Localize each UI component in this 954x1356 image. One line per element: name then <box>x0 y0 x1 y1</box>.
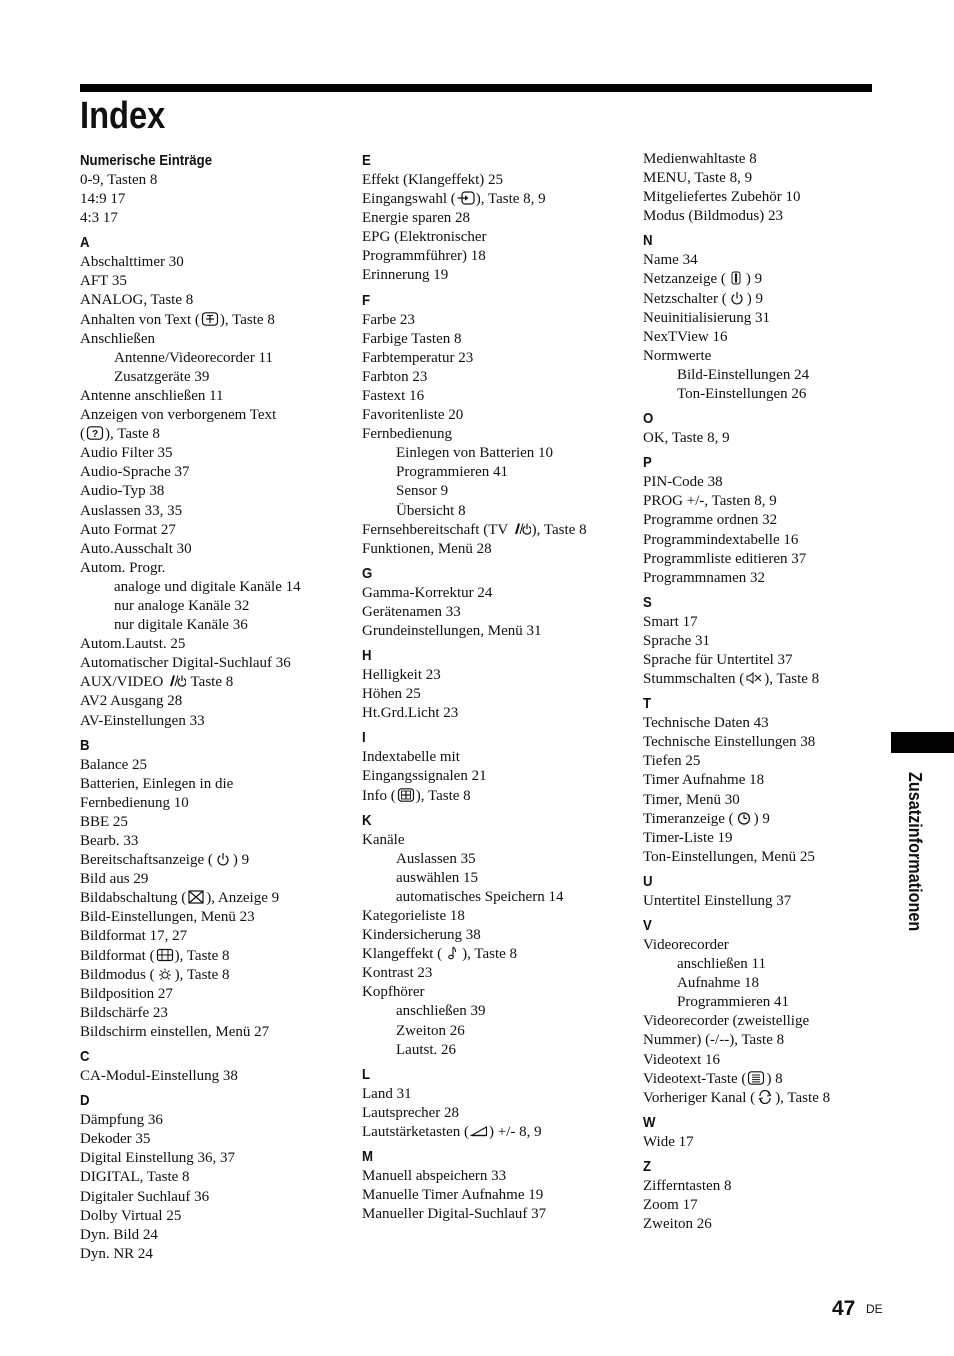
index-entry: Autom.Lautst. 25 <box>80 636 186 653</box>
index-entry <box>643 270 913 289</box>
index-entry <box>643 290 913 309</box>
index-subentry: nur analoge Kanäle 32 <box>114 597 250 614</box>
index-section <box>80 1046 350 1086</box>
index-entry: Name 34 <box>643 252 698 269</box>
index-entry: Funktionen, Menü 28 <box>362 540 492 557</box>
section-heading: P <box>643 454 652 472</box>
index-subentry: Ton-Einstellungen 26 <box>677 386 807 403</box>
index-entry: Timer, Menü 30 <box>643 791 740 808</box>
section-heading: H <box>362 647 372 665</box>
index-entry: Energie sparen 28 <box>362 210 471 227</box>
index-entry: Farbton 23 <box>362 368 428 385</box>
index-subentry: automatisches Speichern 14 <box>396 888 564 905</box>
entry-text: ) 8 <box>766 1070 783 1087</box>
index-entry: Sprache für Untertitel 37 <box>643 651 793 668</box>
index-section <box>362 645 632 723</box>
entry-text: Netzanzeige ( <box>643 271 726 288</box>
entry-text: ), Taste 8 <box>775 1089 831 1106</box>
entry-text: AUX/VIDEO <box>80 674 168 691</box>
index-entry: Bild aus 29 <box>80 871 149 888</box>
index-entry: AV-Einstellungen 33 <box>80 712 205 729</box>
entry-text: Videotext-Taste ( <box>643 1070 747 1087</box>
index-column-2 <box>362 150 632 1224</box>
index-entry: Anschließen <box>80 330 155 347</box>
index-entry: Höhen 25 <box>362 686 421 703</box>
index-section <box>643 150 913 226</box>
index-entry: Normwerte <box>643 347 712 364</box>
section-heading: K <box>362 811 372 829</box>
index-entry: Nummer) (-/--), Taste 8 <box>643 1032 785 1049</box>
entry-text: ), Taste 8 <box>174 947 230 964</box>
section-heading: O <box>643 410 654 428</box>
index-entry: Manuelle Timer Aufnahme 19 <box>362 1187 544 1204</box>
entry-text: Bildmodus ( <box>80 966 155 983</box>
entry-text: ) 9 <box>746 290 763 307</box>
index-entry: Bild-Einstellungen, Menü 23 <box>80 909 255 926</box>
index-entry: Digitaler Suchlauf 36 <box>80 1188 210 1205</box>
index-subentry: analoge und digitale Kanäle 14 <box>114 578 301 595</box>
index-entry: Ton-Einstellungen, Menü 25 <box>643 848 815 865</box>
index-entry: AFT 35 <box>80 273 127 290</box>
index-entry: Dekoder 35 <box>80 1131 151 1148</box>
index-entry: Autom. Progr. <box>80 559 166 576</box>
index-entry: Videotext 16 <box>643 1051 720 1068</box>
section-heading: T <box>643 695 652 713</box>
index-column-1 <box>80 150 350 1264</box>
entry-text: ), Taste 8 <box>764 671 820 688</box>
page-number: 47 <box>832 1297 856 1320</box>
index-entry: 4:3 17 <box>80 210 118 227</box>
index-entry: Kanäle <box>362 831 405 848</box>
index-entry: Digital Einstellung 36, 37 <box>80 1150 235 1167</box>
index-entry: Helligkeit 23 <box>362 667 441 684</box>
index-subentry: Programmieren 41 <box>677 994 790 1011</box>
standby-icon <box>728 291 746 305</box>
index-entry: Lautsprecher 28 <box>362 1104 460 1121</box>
entry-text: Fernsehbereitschaft (TV <box>362 521 512 538</box>
index-section <box>643 1112 913 1152</box>
index-entry: Videorecorder <box>643 937 729 953</box>
section-heading: M <box>362 1148 373 1166</box>
index-entry: Kopfhörer <box>362 984 425 1001</box>
index-section <box>362 290 632 559</box>
index-entry <box>80 889 350 908</box>
mute-icon <box>745 671 763 685</box>
index-entry: Kindersicherung 38 <box>362 927 481 944</box>
entry-text: ) 9 <box>745 271 763 288</box>
index-entry: Effekt (Klangeffekt) 25 <box>362 172 504 188</box>
index-entry: Gamma-Korrektur 24 <box>362 584 493 601</box>
index-entry: Anzeigen von verborgenem Text <box>80 407 277 424</box>
index-entry: MENU, Taste 8, 9 <box>643 170 753 187</box>
index-entry: Land 31 <box>362 1085 412 1102</box>
index-entry: Fernbedienung 10 <box>80 794 189 811</box>
entry-text: ), Taste 8 <box>219 311 275 328</box>
entry-text: Netzschalter ( <box>643 290 727 307</box>
entry-text: Bildformat ( <box>80 947 155 964</box>
section-heading: W <box>643 1113 656 1131</box>
index-section <box>362 563 632 641</box>
index-subentry: Bild-Einstellungen 24 <box>677 366 810 383</box>
section-heading: V <box>643 917 652 934</box>
index-entry: Farbtemperatur 23 <box>362 349 474 366</box>
index-entry: Dyn. Bild 24 <box>80 1226 158 1243</box>
index-entry: Technische Einstellungen 38 <box>643 734 816 751</box>
index-subentry: Antenne/Videorecorder 11 <box>114 349 273 366</box>
index-entry: Bildposition 27 <box>80 985 173 1002</box>
index-section <box>80 150 350 228</box>
section-heading: S <box>643 593 652 611</box>
index-entry: Zweiton 26 <box>643 1216 712 1233</box>
index-section <box>643 871 913 911</box>
index-entry: Tiefen 25 <box>643 753 701 770</box>
index-section <box>643 915 913 1108</box>
entry-text: Stummschalten ( <box>643 671 745 688</box>
index-entry: Modus (Bildmodus) 23 <box>643 208 784 225</box>
index-entry: Smart 17 <box>643 613 698 630</box>
index-section <box>362 810 632 1060</box>
hold-text-icon <box>201 312 219 326</box>
index-column-3 <box>643 150 913 1234</box>
index-section <box>362 150 632 286</box>
index-subentry: Sensor 9 <box>396 483 449 500</box>
entry-text: ), Anzeige 9 <box>206 890 280 907</box>
index-entry: Bildschirm einstellen, Menü 27 <box>80 1023 270 1040</box>
section-heading: C <box>80 1048 90 1066</box>
info-icon <box>397 788 415 802</box>
section-heading: A <box>80 234 90 252</box>
timer-icon <box>735 811 753 825</box>
index-entry: Indextabelle mit <box>362 749 460 766</box>
index-entry: Balance 25 <box>80 756 148 773</box>
section-side-label: Zusatzinformationen <box>905 772 925 932</box>
index-entry: Programme ordnen 32 <box>643 512 778 529</box>
index-entry: Zoom 17 <box>643 1197 698 1214</box>
section-heading: G <box>362 564 373 582</box>
entry-text: ) 9 <box>753 810 770 827</box>
index-entry: Neuinitialisierung 31 <box>643 309 771 326</box>
index-entry: Programmliste editieren 37 <box>643 550 807 567</box>
index-section <box>80 1090 350 1264</box>
entry-text: Klangeffekt ( <box>362 946 443 963</box>
index-entry: Auto Format 27 <box>80 521 176 538</box>
entry-text: ), Taste 8 <box>462 946 518 963</box>
index-entry: Manueller Digital-Suchlauf 37 <box>362 1206 547 1223</box>
index-entry: NexTView 16 <box>643 328 728 345</box>
index-entry: Kategorieliste 18 <box>362 908 465 924</box>
section-heading: L <box>362 1065 371 1083</box>
index-entry: Bearb. 33 <box>80 833 139 849</box>
index-entry: Sprache 31 <box>643 632 711 649</box>
index-subentry: Zusatzgeräte 39 <box>114 368 210 385</box>
power-on-icon <box>727 271 745 285</box>
index-entry: Eingangssignalen 21 <box>362 768 487 785</box>
index-section <box>80 232 350 730</box>
index-subentry: Aufnahme 18 <box>677 975 760 992</box>
index-entry: CA-Modul-Einstellung 38 <box>80 1068 238 1085</box>
index-entry: Videorecorder (zweistellige <box>643 1013 810 1030</box>
index-entry: Audio Filter 35 <box>80 445 173 462</box>
index-entry: Gerätenamen 33 <box>362 603 461 620</box>
index-entry: Erinnerung 19 <box>362 267 449 284</box>
picture-off-icon <box>187 890 205 904</box>
index-subentry: Übersicht 8 <box>396 502 466 519</box>
index-entry: Zifferntasten 8 <box>643 1177 732 1194</box>
entry-text: ), Taste 8, 9 <box>475 191 546 208</box>
picture-mode-icon <box>156 967 174 981</box>
section-heading: I <box>362 729 366 747</box>
index-entry: Untertitel Einstellung 37 <box>643 892 792 909</box>
index-entry: Fastext 16 <box>362 387 425 404</box>
index-entry: Farbige Tasten 8 <box>362 330 462 347</box>
section-heading: F <box>362 291 371 309</box>
index-entry: Dolby Virtual 25 <box>80 1207 182 1224</box>
section-heading: N <box>643 232 653 250</box>
music-note-icon <box>443 946 461 960</box>
index-entry: Bildschärfe 23 <box>80 1004 168 1021</box>
entry-text: ), Taste 8 <box>415 787 471 804</box>
index-entry: Timer-Liste 19 <box>643 829 733 846</box>
index-entry: Programmführer) 18 <box>362 248 486 265</box>
index-entry: PROG +/-, Tasten 8, 9 <box>643 493 777 510</box>
section-heading: E <box>362 152 371 169</box>
index-entry: Favoritenliste 20 <box>362 407 464 424</box>
index-entry: Automatischer Digital-Suchlauf 36 <box>80 655 291 672</box>
index-entry: Audio-Sprache 37 <box>80 464 190 481</box>
index-entry <box>362 190 632 209</box>
entry-text: Timeranzeige ( <box>643 810 734 827</box>
index-entry: Antenne anschließen 11 <box>80 387 224 404</box>
index-entry: Wide 17 <box>643 1133 694 1150</box>
index-entry: Kontrast 23 <box>362 965 433 982</box>
title-rule <box>80 84 872 92</box>
index-entry: Batterien, Einlegen in die <box>80 775 234 792</box>
index-section <box>643 1156 913 1234</box>
index-entry: 0-9, Tasten 8 <box>80 172 158 188</box>
entry-text: ), Taste 8 <box>105 426 160 443</box>
index-entry: Timer Aufnahme 18 <box>643 772 765 789</box>
index-entry <box>643 670 913 689</box>
teletext-icon <box>747 1071 765 1085</box>
index-entry: Grundeinstellungen, Menü 31 <box>362 622 542 639</box>
index-entry: Ht.Grd.Licht 23 <box>362 705 459 722</box>
index-section <box>362 1064 632 1142</box>
index-entry: Mitgeliefertes Zubehör 10 <box>643 189 801 206</box>
index-entry <box>80 966 350 985</box>
index-entry <box>643 1070 913 1089</box>
index-subentry: nur digitale Kanäle 36 <box>114 617 248 634</box>
index-subentry: Programmieren 41 <box>396 464 509 481</box>
index-entry <box>80 947 350 966</box>
section-heading: B <box>80 736 90 754</box>
volume-icon <box>470 1124 488 1138</box>
index-section <box>643 592 913 689</box>
index-section <box>643 230 913 404</box>
section-heading: D <box>80 1092 90 1110</box>
index-subentry: anschließen 39 <box>396 1003 486 1020</box>
index-entry: Auto.Ausschalt 30 <box>80 540 192 557</box>
index-entry <box>643 1089 913 1108</box>
index-entry <box>80 673 350 692</box>
index-entry: BBE 25 <box>80 813 128 830</box>
section-tab-marker <box>891 732 954 753</box>
index-entry: DIGITAL, Taste 8 <box>80 1169 190 1186</box>
index-entry: ANALOG, Taste 8 <box>80 292 194 309</box>
entry-text: ) +/- 8, 9 <box>489 1123 542 1140</box>
index-entry: Bildformat 17, 27 <box>80 928 188 945</box>
previous-channel-icon <box>756 1090 774 1104</box>
index-entry: 14:9 17 <box>80 191 126 208</box>
page-title: Index <box>80 95 166 137</box>
standby-icon <box>214 852 232 866</box>
index-entry <box>362 1123 632 1142</box>
index-entry: PIN-Code 38 <box>643 474 723 491</box>
index-subentry: auswählen 15 <box>396 869 479 886</box>
index-subentry: Lautst. 26 <box>396 1041 456 1058</box>
section-heading: U <box>643 872 653 890</box>
entry-text: ), Taste 8 <box>531 521 587 538</box>
entry-text: Vorheriger Kanal ( <box>643 1089 756 1106</box>
index-entry: Medienwahltaste 8 <box>643 151 757 167</box>
svg-text:?: ? <box>91 429 99 441</box>
index-section <box>643 693 913 867</box>
index-entry <box>80 311 350 330</box>
entry-text: Bereitschaftsanzeige ( <box>80 852 213 869</box>
index-entry: OK, Taste 8, 9 <box>643 430 730 447</box>
index-subentry: Auslassen 35 <box>396 850 476 867</box>
index-entry: Technische Daten 43 <box>643 715 769 732</box>
index-entry: Programmindextabelle 16 <box>643 531 799 548</box>
index-entry <box>80 425 350 444</box>
section-heading: Z <box>643 1157 652 1175</box>
index-entry: AV2 Ausgang 28 <box>80 693 183 710</box>
entry-text: ) 9 <box>232 852 250 869</box>
index-entry: Farbe 23 <box>362 311 415 328</box>
index-entry: Manuell abspeichern 33 <box>362 1168 507 1185</box>
index-section <box>643 452 913 588</box>
index-entry: EPG (Elektronischer <box>362 229 487 246</box>
entry-text: Anhalten von Text ( <box>80 311 200 328</box>
index-entry <box>643 810 913 829</box>
entry-text: ( <box>80 426 85 443</box>
input-select-icon <box>457 191 475 205</box>
index-entry: Fernbedienung <box>362 426 452 443</box>
entry-text: Info ( <box>362 787 396 804</box>
section-heading: Numerische Einträge <box>80 152 213 169</box>
index-subentry: Einlegen von Batterien 10 <box>396 445 554 462</box>
index-section <box>362 727 632 805</box>
index-entry: Abschalttimer 30 <box>80 254 184 271</box>
index-entry <box>80 851 350 870</box>
entry-text: Eingangswahl ( <box>362 191 456 208</box>
index-entry: Programmnamen 32 <box>643 569 766 586</box>
index-entry: Dämpfung 36 <box>80 1112 163 1129</box>
index-section <box>643 408 913 448</box>
index-entry: Dyn. NR 24 <box>80 1245 153 1262</box>
entry-text: Lautstärketasten ( <box>362 1123 470 1140</box>
index-subentry: Zweiton 26 <box>396 1022 465 1039</box>
index-subentry: anschließen 11 <box>677 956 766 973</box>
index-section <box>362 1146 632 1224</box>
entry-text: Taste 8 <box>187 674 234 691</box>
input-power-icon <box>168 674 186 688</box>
index-entry <box>362 945 632 964</box>
input-power-icon <box>513 522 531 536</box>
entry-text: ), Taste 8 <box>174 966 230 983</box>
index-entry <box>362 521 632 540</box>
index-entry: Audio-Typ 38 <box>80 483 165 500</box>
reveal-text-icon <box>86 426 104 440</box>
index-entry <box>362 787 632 806</box>
wide-format-icon <box>156 948 174 962</box>
index-entry: Auslassen 33, 35 <box>80 502 183 519</box>
entry-text: Bildabschaltung ( <box>80 890 187 907</box>
index-section <box>80 735 350 1042</box>
page-language: DE <box>866 1302 883 1316</box>
